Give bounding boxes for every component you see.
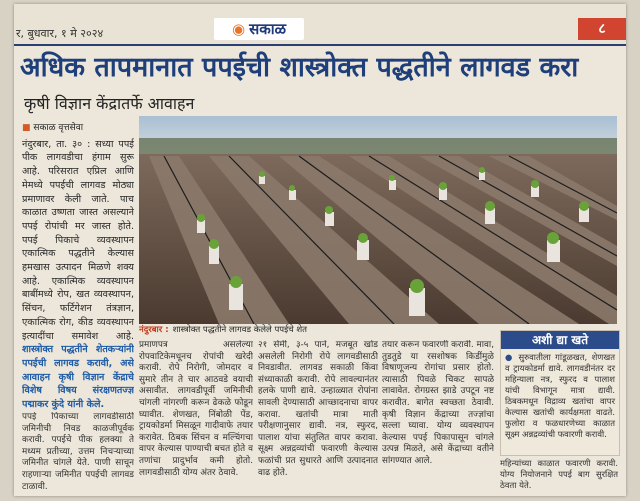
article-headline: अधिक तापमानात पपईची शास्त्रोक्त पद्धतीने लागवड करा	[20, 52, 579, 83]
intro-highlight: शास्त्रोक्त पद्धतीने शेतकऱ्यांनी पपईची लागवड करावी, असे आवाहन कृषी विज्ञान केंद्राचे विशेष विषय संरक्षणतज्ज्ञ पद्माकर कुंदे यांनी केले.	[22, 344, 134, 411]
box-title: अशी द्या खते	[501, 331, 619, 349]
logo-text: सकाळ	[249, 20, 287, 38]
newspaper-page	[14, 4, 626, 496]
papaya-field-photo	[139, 116, 617, 324]
caption-tag: नंदुरबार :	[139, 325, 169, 335]
body-column-2: प्रमाणपत्र असलेल्या रोपवाटिकेमधूनच रोपांची खरेदी करावी. रोपे निरोगी, जोमदार व सुमारे तीन ते चार आठवडे वयाची असावीत. लागवडीपूर्वी जमिनीची चांगली नांगरणी करून ढेकळे फोडून घ्यावीत. शेणखत, निंबोळी पेंड, ट्रायकोडर्मा मिसळून गादीवाफे तयार करावेत. ठिबक सिंचन व मल्चिंगचा वापर केल्यास पाण्याची बचत होते व तणांचा प्रादुर्भाव कमी होतो. लागवडीसाठी योग्य अंतर ठेवावे.	[139, 340, 253, 478]
photo-illustration	[139, 116, 617, 324]
byline-bullet-icon: ■	[22, 123, 34, 133]
bullet-icon: ●	[505, 352, 515, 362]
caption-text: शास्त्रोक्त पद्धतीने लागवड केलेले पपईचे शेत	[172, 325, 308, 335]
masthead	[14, 4, 626, 46]
article-intro-column	[22, 122, 134, 412]
body-column-3: २१ सेमी, ३-५ पाने, मजबूत खोड असलेली निरोगी रोपे लागवडीसाठी निवडावीत. लागवड सकाळी किंवा संध्याकाळी करावी. रोपे लावल्यानंतर हलके पाणी द्यावे. उन्हाळ्यात रोपांना सावली देण्यासाठी आच्छादनाचा वापर करावा. खतांची मात्रा माती परीक्षणानुसार द्यावी. नत्र, स्फुरद, पालाश यांचा संतुलित वापर करावा. सूक्ष्म अन्नद्रव्यांची फवारणी केल्यास फळांची प्रत सुधारते आणि उत्पादनात वाढ होते.	[258, 340, 378, 478]
page-number: ८	[578, 18, 626, 40]
box-footer-text: महिन्यांच्या काळात फवारणी करावी. योग्य नियोजनाने पपई बाग सुरक्षित ठेवता येते.	[500, 458, 618, 490]
article-subhead: कृषी विज्ञान केंद्रातर्फे आवाहन	[24, 94, 195, 113]
body-column-4: तयार करून फवारणी करावी. मावा, तुडतुडे या रसशोषक किडींमुळे विषाणूजन्य रोगांचा प्रसार होतो. त्यासाठी पिवळे चिकट सापळे लावावेत. रोगग्रस्त झाडे उपटून नष्ट करावीत. बागेत स्वच्छता ठेवावी. कृषी विज्ञान केंद्राच्या तज्ज्ञांचा सल्ला घ्यावा. योग्य व्यवस्थापन केल्यास पपई पिकापासून चांगले उत्पन्न मिळते, असे केंद्राच्या वतीने सांगण्यात आले.	[382, 340, 494, 466]
newspaper-logo	[214, 18, 304, 40]
box-body: सुरुवातीला गांडूळखत, शेणखत व ट्रायकोडर्मा द्यावे. लागवडीनंतर दर महिन्याला नत्र, स्फुरद व पालाश यांची विभागून मात्रा द्यावी. ठिबकमधून विद्राव्य खतांचा वापर केल्यास खतांची कार्यक्षमता वाढते. फुलोरा व फळधारणेच्या काळात सूक्ष्म अन्नद्रव्यांची फवारणी करावी.	[505, 352, 615, 439]
logo-emblem-icon: ◉	[231, 20, 246, 38]
byline-text: सकाळ वृत्तसेवा	[33, 123, 84, 133]
intro-text: नंदुरबार, ता. ३० : सध्या पपई पीक लागवडीचा हंगाम सुरू आहे. परिसरात एप्रिल आणि मेमध्ये पपईची लागवड मोठ्या प्रमाणावर केली जाते. पाच काळात उष्णता जास्त असल्याने पपई रोपांची मर जास्त होते. पपई पिकाचे व्यवस्थापन एकात्मिक पद्धतीने केल्यास हमखास उत्पादन मिळणे शक्य आहे. एकात्मिक व्यवस्थापन बाबींमध्ये रोप, खत व्यवस्थापन, सिंचन, फर्टिगेशन तंत्रज्ञान, एकात्मिक रोग, कीड व्यवस्थापन इत्यादींचा समावेश आहे.	[22, 138, 134, 342]
issue-date: र, बुधवार, १ मे २०२४	[16, 27, 104, 40]
byline	[22, 122, 134, 136]
box-text	[501, 349, 619, 451]
body-column-1: पपई पिकाच्या लागवडीसाठी जमिनीची निवड काळजीपूर्वक करावी. पपईचे पीक हलक्या ते मध्यम प्रतीच्या, उत्तम निचऱ्याच्या जमिनीत चांगले येते. पाणी साचून राहणाऱ्या जमिनीत पपईची लागवड टाळावी.	[22, 412, 134, 492]
fertilizer-tips-box	[500, 330, 620, 456]
